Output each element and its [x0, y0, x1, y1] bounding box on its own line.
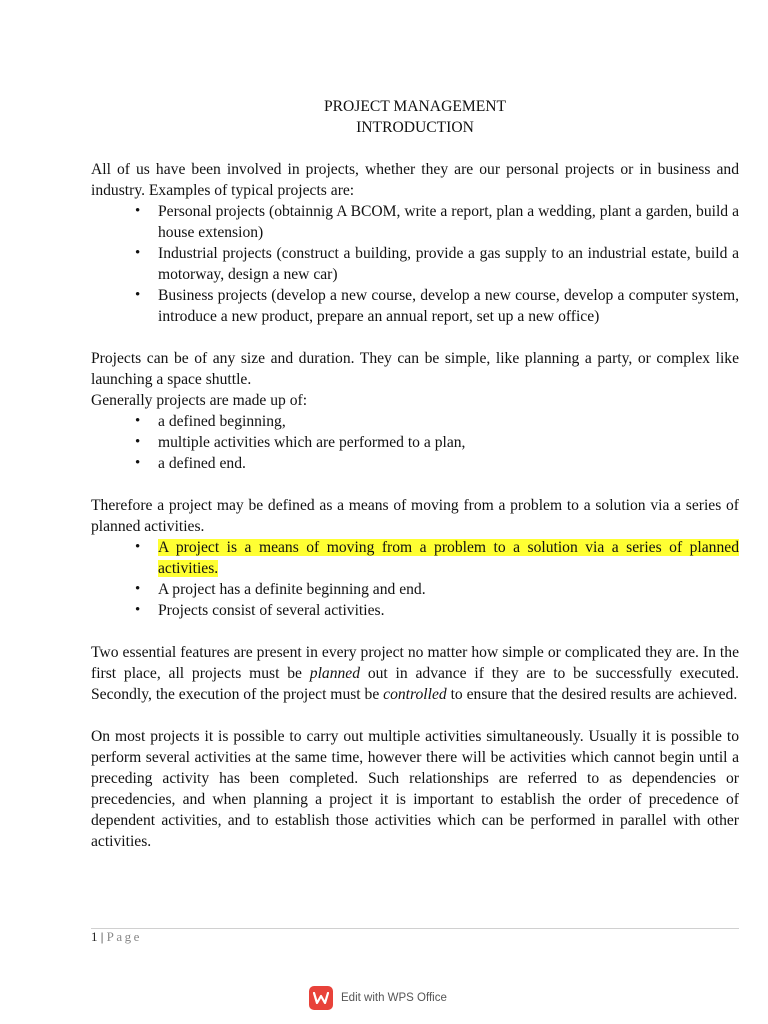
list-item: • A project has a definite beginning and end.	[135, 581, 426, 598]
list-item: • Projects consist of several activities.	[135, 602, 385, 619]
bullet-icon: •	[135, 539, 141, 555]
list-item-highlighted	[135, 537, 739, 579]
bullet-icon: •	[135, 581, 141, 597]
paragraph-dependencies: On most projects it is possible to carry out multiple activities simultaneously. Usually it is possible to perform several activities at the same time, however there will be activities which cannot begin until a preceding activity has been completed. Such relationships are referred to as dependencies or precedencies, and when planning a project it is important to establish the order of precedence of dependent activities, and to establish those activities which can be performed in parallel with other activities.	[91, 728, 739, 850]
wps-logo-icon	[309, 986, 333, 1010]
definition-list	[91, 537, 739, 621]
list-item: • Industrial projects (construct a building, provide a gas supply to an industrial estate, build a motorway, design a new car)	[135, 245, 739, 283]
footer-divider	[91, 928, 739, 929]
bullet-icon: •	[135, 455, 141, 471]
list-item: • a defined end.	[135, 455, 246, 472]
document-subtitle: INTRODUCTION	[356, 119, 474, 136]
list-item: • a defined beginning,	[135, 413, 286, 430]
document-page	[91, 94, 739, 852]
paragraph-definition: Therefore a project may be defined as a means of moving from a problem to a solution via a series of planned activities.	[91, 497, 739, 535]
bullet-icon: •	[135, 602, 141, 618]
wps-edit-button[interactable]	[309, 985, 447, 1011]
bullet-icon: •	[135, 203, 141, 219]
paragraph-size: Projects can be of any size and duration. They can be simple, like planning a party, or complex like launching a space shuttle.	[91, 350, 739, 388]
bullet-icon: •	[135, 434, 141, 450]
paragraph-features: Two essential features are present in every project no matter how simple or complicated they are. In the first place, all projects must be planned out in advance if they are to be successfully executed. Secondly, the execution of the project must be controlled to ensure that the desired results are achieved.	[91, 644, 740, 703]
page-word: Page	[106, 929, 142, 944]
highlighted-text: A project is a means of moving from a problem to a solution via a series of planned activities.	[158, 539, 739, 577]
paragraph-intro: All of us have been involved in projects, whether they are our personal projects or in business and industry. Examples of typical projects are:	[91, 161, 739, 199]
page-footer	[91, 929, 142, 945]
bullet-icon: •	[135, 287, 141, 303]
footer-separator: |	[100, 929, 104, 944]
emphasis-planned: planned	[309, 665, 361, 682]
list-item: • Business projects (develop a new course, develop a new course, develop a computer system, introduce a new product, prepare an annual report, set up a new office)	[135, 287, 739, 325]
paragraph-made-up: Generally projects are made up of:	[91, 392, 308, 409]
emphasis-controlled: controlled	[383, 686, 447, 703]
components-list	[91, 411, 739, 474]
list-item: • multiple activities which are performed to a plan,	[135, 434, 466, 451]
bullet-icon: •	[135, 245, 141, 261]
examples-list	[91, 201, 739, 327]
document-title: PROJECT MANAGEMENT	[323, 98, 507, 115]
list-item: • Personal projects (obtainnig A BCOM, write a report, plan a wedding, plant a garden, build a house extension)	[135, 203, 739, 241]
page-number: 1	[91, 929, 98, 944]
bullet-icon: •	[135, 413, 141, 429]
wps-label: Edit with WPS Office	[341, 992, 447, 1004]
